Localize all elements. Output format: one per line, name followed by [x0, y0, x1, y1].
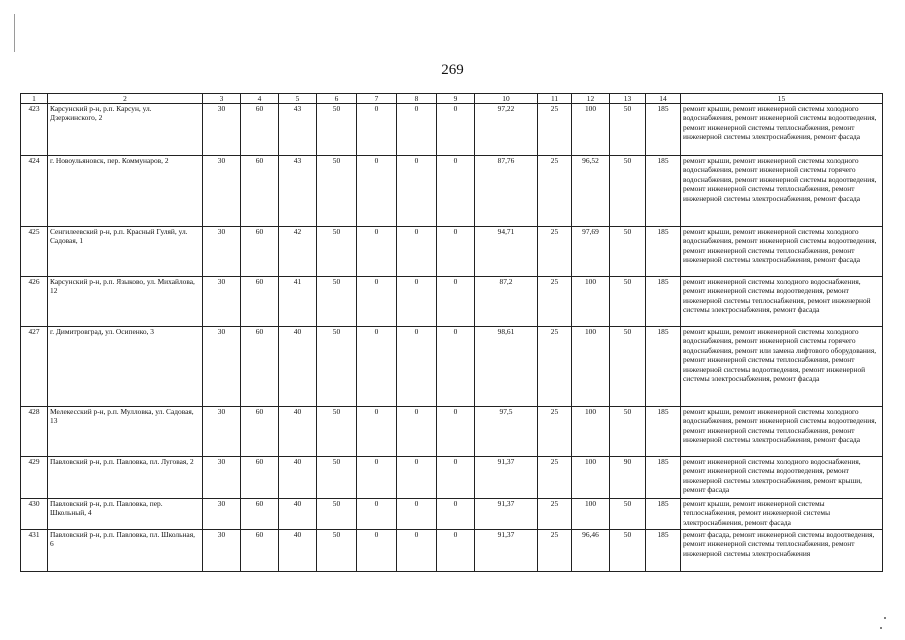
- value-cell: 50: [610, 499, 646, 530]
- value-cell: 50: [317, 227, 357, 277]
- table-row: [21, 499, 883, 530]
- value-cell: 25: [538, 104, 572, 156]
- value-cell: 40: [279, 499, 317, 530]
- works-cell: ремонт крыши, ремонт инженерной системы холодного водоснабжения, ремонт инженерной системы горячего водоснабжения, ремонт или замена лифтового оборудования, ремонт инженерной системы теплоснабжения, ремонт инженерной системы водоотведения, ремонт инженерной системы электроснабжения, ремонт фасада: [681, 327, 883, 407]
- value-cell: 0: [437, 499, 475, 530]
- value-cell: 50: [610, 327, 646, 407]
- value-cell: 0: [397, 156, 437, 227]
- value-cell: 0: [357, 407, 397, 457]
- row-number-cell: 431: [21, 530, 48, 572]
- value-cell: 0: [357, 327, 397, 407]
- table-row: [21, 277, 883, 327]
- value-cell: 0: [357, 277, 397, 327]
- value-cell: 185: [646, 530, 681, 572]
- value-cell: 185: [646, 499, 681, 530]
- value-cell: 96,52: [572, 156, 610, 227]
- works-cell: ремонт крыши, ремонт инженерной системы холодного водоснабжения, ремонт инженерной системы водоотведения, ремонт инженерной системы теплоснабжения, ремонт инженерной системы электроснабжения, ремонт фасада: [681, 407, 883, 457]
- value-cell: 30: [203, 530, 241, 572]
- works-cell: ремонт крыши, ремонт инженерной системы холодного водоснабжения, ремонт инженерной системы водоотведения, ремонт инженерной системы теплоснабжения, ремонт инженерной системы электроснабжения, ремонт фасада: [681, 227, 883, 277]
- table-row: [21, 156, 883, 227]
- value-cell: 60: [241, 156, 279, 227]
- value-cell: 30: [203, 156, 241, 227]
- row-number-cell: 429: [21, 457, 48, 499]
- value-cell: 50: [317, 499, 357, 530]
- value-cell: 50: [317, 327, 357, 407]
- value-cell: 96,46: [572, 530, 610, 572]
- address-cell: Павловский р-н, р.п. Павловка, пл. Школьная, 6: [48, 530, 203, 572]
- value-cell: 0: [437, 530, 475, 572]
- value-cell: 50: [610, 277, 646, 327]
- value-cell: 0: [397, 530, 437, 572]
- value-cell: 0: [437, 407, 475, 457]
- column-header: 5: [279, 94, 317, 104]
- column-header: 10: [475, 94, 538, 104]
- address-cell: Мелекесский р-н, р.п. Мулловка, ул. Садовая, 13: [48, 407, 203, 457]
- column-header: 14: [646, 94, 681, 104]
- value-cell: 0: [437, 104, 475, 156]
- column-header: 11: [538, 94, 572, 104]
- value-cell: 50: [317, 457, 357, 499]
- value-cell: 185: [646, 407, 681, 457]
- repair-program-table: [20, 93, 883, 572]
- value-cell: 185: [646, 457, 681, 499]
- value-cell: 25: [538, 156, 572, 227]
- value-cell: 185: [646, 156, 681, 227]
- value-cell: 30: [203, 104, 241, 156]
- value-cell: 0: [437, 227, 475, 277]
- value-cell: 0: [357, 499, 397, 530]
- value-cell: 0: [357, 457, 397, 499]
- column-header: 2: [48, 94, 203, 104]
- value-cell: 50: [610, 530, 646, 572]
- value-cell: 90: [610, 457, 646, 499]
- value-cell: 0: [357, 227, 397, 277]
- value-cell: 60: [241, 227, 279, 277]
- scan-speck: [880, 627, 882, 629]
- value-cell: 0: [357, 530, 397, 572]
- column-header: 12: [572, 94, 610, 104]
- works-cell: ремонт крыши, ремонт инженерной системы холодного водоснабжения, ремонт инженерной системы горячего водоснабжения, ремонт инженерной системы водоотведения, ремонт инженерной системы теплоснабжения, ремонт инженерной системы электроснабжения, ремонт фасада: [681, 156, 883, 227]
- value-cell: 25: [538, 327, 572, 407]
- value-cell: 50: [317, 407, 357, 457]
- row-number-cell: 430: [21, 499, 48, 530]
- value-cell: 50: [610, 104, 646, 156]
- value-cell: 25: [538, 457, 572, 499]
- value-cell: 185: [646, 327, 681, 407]
- column-header: 9: [437, 94, 475, 104]
- value-cell: 60: [241, 327, 279, 407]
- value-cell: 30: [203, 457, 241, 499]
- value-cell: 0: [437, 327, 475, 407]
- value-cell: 60: [241, 457, 279, 499]
- value-cell: 0: [357, 156, 397, 227]
- value-cell: 30: [203, 227, 241, 277]
- value-cell: 30: [203, 327, 241, 407]
- table-row: [21, 227, 883, 277]
- value-cell: 25: [538, 530, 572, 572]
- value-cell: 0: [397, 457, 437, 499]
- value-cell: 97,69: [572, 227, 610, 277]
- value-cell: 50: [610, 407, 646, 457]
- column-header: 4: [241, 94, 279, 104]
- value-cell: 60: [241, 407, 279, 457]
- table-row: [21, 457, 883, 499]
- column-header: 6: [317, 94, 357, 104]
- column-header: 1: [21, 94, 48, 104]
- table-row: [21, 327, 883, 407]
- value-cell: 0: [357, 104, 397, 156]
- value-cell: 98,61: [475, 327, 538, 407]
- value-cell: 0: [437, 156, 475, 227]
- table-row: [21, 530, 883, 572]
- value-cell: 100: [572, 457, 610, 499]
- value-cell: 0: [397, 104, 437, 156]
- value-cell: 87,2: [475, 277, 538, 327]
- row-number-cell: 427: [21, 327, 48, 407]
- value-cell: 30: [203, 277, 241, 327]
- value-cell: 43: [279, 104, 317, 156]
- row-number-cell: 424: [21, 156, 48, 227]
- table-body: [21, 104, 883, 572]
- address-cell: Карсунский р-н, р.п. Языково, ул. Михайлова, 12: [48, 277, 203, 327]
- address-cell: Павловский р-н, р.п. Павловка, пл. Луговая, 2: [48, 457, 203, 499]
- works-cell: ремонт инженерной системы холодного водоснабжения, ремонт инженерной системы водоотведения, ремонт инженерной системы теплоснабжения, ремонт инженерной системы электроснабжения, ремонт фасада: [681, 277, 883, 327]
- value-cell: 25: [538, 499, 572, 530]
- works-cell: ремонт инженерной системы холодного водоснабжения, ремонт инженерной системы водоотведения, ремонт инженерной системы электроснабжения, ремонт крыши, ремонт фасада: [681, 457, 883, 499]
- works-cell: ремонт крыши, ремонт инженерной системы холодного водоснабжения, ремонт инженерной системы водоотведения, ремонт инженерной системы теплоснабжения, ремонт инженерной системы электроснабжения, ремонт фасада: [681, 104, 883, 156]
- value-cell: 87,76: [475, 156, 538, 227]
- scan-edge-mark: [14, 14, 15, 52]
- value-cell: 25: [538, 407, 572, 457]
- column-header: 3: [203, 94, 241, 104]
- value-cell: 100: [572, 104, 610, 156]
- value-cell: 50: [317, 156, 357, 227]
- value-cell: 91,37: [475, 457, 538, 499]
- column-header: 13: [610, 94, 646, 104]
- value-cell: 40: [279, 407, 317, 457]
- value-cell: 60: [241, 530, 279, 572]
- value-cell: 60: [241, 277, 279, 327]
- works-cell: ремонт крыши, ремонт инженерной системы теплоснабжения, ремонт инженерной системы электроснабжения, ремонт фасада: [681, 499, 883, 530]
- address-cell: Сенгилеевский р-н, р.п. Красный Гуляй, ул. Садовая, 1: [48, 227, 203, 277]
- value-cell: 0: [437, 457, 475, 499]
- value-cell: 40: [279, 457, 317, 499]
- value-cell: 41: [279, 277, 317, 327]
- value-cell: 91,37: [475, 499, 538, 530]
- table-row: [21, 104, 883, 156]
- value-cell: 50: [317, 104, 357, 156]
- value-cell: 60: [241, 104, 279, 156]
- address-cell: г. Димитровград, ул. Осипенко, 3: [48, 327, 203, 407]
- value-cell: 0: [397, 407, 437, 457]
- address-cell: г. Новоульяновск, пер. Коммунаров, 2: [48, 156, 203, 227]
- value-cell: 50: [317, 530, 357, 572]
- value-cell: 40: [279, 327, 317, 407]
- value-cell: 94,71: [475, 227, 538, 277]
- works-cell: ремонт фасада, ремонт инженерной системы водоотведения, ремонт инженерной системы теплоснабжения, ремонт инженерной системы электроснабжения: [681, 530, 883, 572]
- value-cell: 0: [437, 277, 475, 327]
- row-number-cell: 428: [21, 407, 48, 457]
- value-cell: 50: [317, 277, 357, 327]
- value-cell: 30: [203, 499, 241, 530]
- scan-speck: [884, 617, 886, 619]
- value-cell: 185: [646, 227, 681, 277]
- value-cell: 100: [572, 407, 610, 457]
- value-cell: 42: [279, 227, 317, 277]
- value-cell: 100: [572, 277, 610, 327]
- value-cell: 25: [538, 277, 572, 327]
- page-number: 269: [441, 62, 464, 78]
- value-cell: 43: [279, 156, 317, 227]
- value-cell: 0: [397, 227, 437, 277]
- value-cell: 0: [397, 499, 437, 530]
- value-cell: 91,37: [475, 530, 538, 572]
- value-cell: 25: [538, 227, 572, 277]
- value-cell: 97,22: [475, 104, 538, 156]
- address-cell: Павловский р-н, р.п. Павловка, пер. Школьный, 4: [48, 499, 203, 530]
- column-header: 7: [357, 94, 397, 104]
- row-number-cell: 423: [21, 104, 48, 156]
- value-cell: 0: [397, 277, 437, 327]
- value-cell: 100: [572, 327, 610, 407]
- value-cell: 60: [241, 499, 279, 530]
- value-cell: 30: [203, 407, 241, 457]
- column-header: 15: [681, 94, 883, 104]
- value-cell: 185: [646, 277, 681, 327]
- address-cell: Карсунский р-н, р.п. Карсун, ул. Дзержинского, 2: [48, 104, 203, 156]
- value-cell: 100: [572, 499, 610, 530]
- value-cell: 50: [610, 156, 646, 227]
- table-row: [21, 407, 883, 457]
- value-cell: 50: [610, 227, 646, 277]
- value-cell: 0: [397, 327, 437, 407]
- value-cell: 185: [646, 104, 681, 156]
- value-cell: 97,5: [475, 407, 538, 457]
- column-header: 8: [397, 94, 437, 104]
- column-number-row: [21, 94, 883, 104]
- row-number-cell: 426: [21, 277, 48, 327]
- value-cell: 40: [279, 530, 317, 572]
- row-number-cell: 425: [21, 227, 48, 277]
